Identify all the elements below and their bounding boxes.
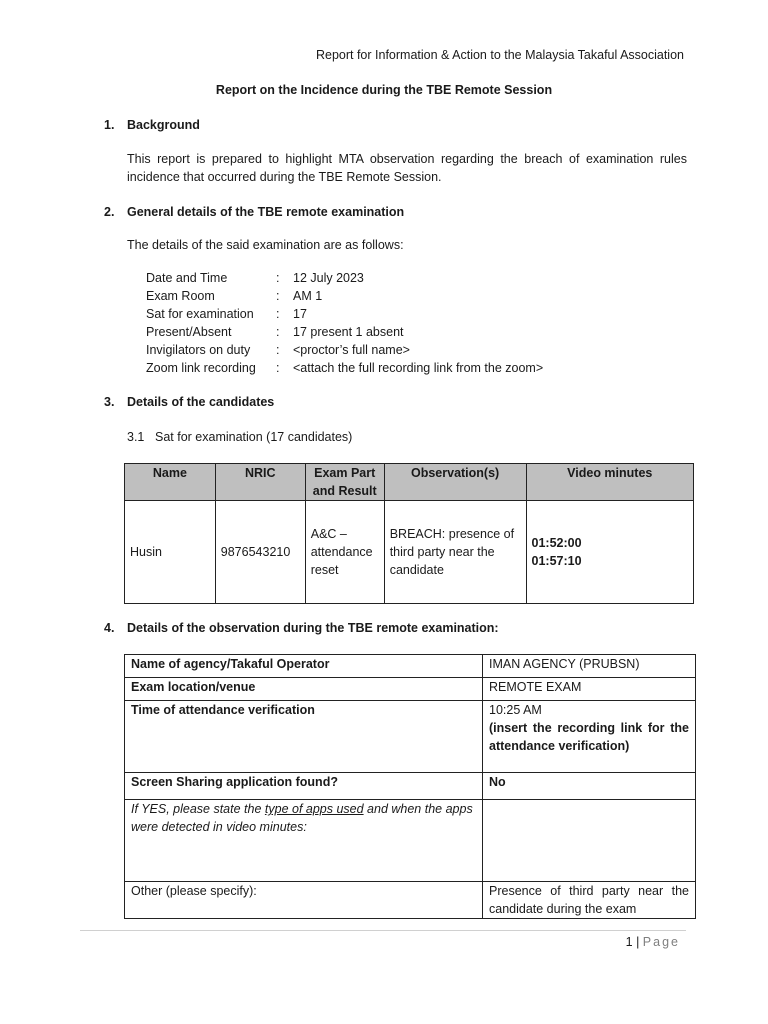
column-header-name: Name	[125, 464, 216, 501]
candidate-nric: 9876543210	[215, 501, 305, 604]
detail-label: Sat for examination	[146, 307, 254, 321]
section-number: 4.	[104, 621, 115, 635]
detail-separator: :	[276, 343, 280, 357]
detail-separator: :	[276, 307, 280, 321]
section-3-heading	[104, 393, 274, 411]
detail-separator: :	[276, 361, 280, 375]
time-value: 10:25 AM	[489, 703, 542, 717]
if-yes-text-underlined: type of apps used	[264, 802, 364, 816]
page-footer	[626, 933, 680, 951]
report-title: Report on the Incidence during the TBE Remote Session	[215, 83, 553, 97]
detail-separator: :	[276, 289, 280, 303]
detail-label: Exam Room	[146, 289, 215, 303]
screen-sharing-value: No	[483, 773, 696, 800]
detail-value: 17 present 1 absent	[293, 325, 404, 339]
detail-value: <proctor’s full name>	[293, 343, 410, 357]
if-yes-text-pre: If YES, please state the	[131, 802, 265, 816]
detail-row-sat	[146, 305, 543, 323]
detail-separator: :	[276, 325, 280, 339]
section-title: General details of the TBE remote examination	[127, 205, 405, 219]
table-row	[125, 501, 694, 604]
detail-value: 17	[293, 307, 307, 321]
column-header-nric: NRIC	[215, 464, 305, 501]
section-number: 2.	[104, 205, 115, 219]
section-title: Details of the observation during the TBE remote examination:	[127, 621, 499, 635]
footer-divider	[80, 930, 686, 931]
video-minute-1: 01:52:00	[531, 536, 582, 550]
page-header: Report for Information & Action to the Malaysia Takaful Association	[315, 48, 684, 62]
detail-value: <attach the full recording link from the zoom>	[293, 361, 544, 375]
section-4-heading	[104, 619, 499, 637]
section-1-heading	[104, 116, 200, 134]
section-2-heading	[104, 203, 404, 221]
detail-separator: :	[276, 271, 280, 285]
page-label: Page	[642, 935, 680, 949]
page-separator: |	[632, 935, 643, 949]
details-intro: The details of the said examination are as follows:	[127, 238, 404, 252]
detail-row-present	[146, 323, 543, 341]
table-row	[125, 678, 696, 701]
candidate-observation: BREACH: presence of third party near the candidate	[384, 501, 526, 604]
agency-label: Name of agency/Takaful Operator	[125, 655, 483, 678]
time-note: (insert the recording link for the attendance verification)	[489, 721, 689, 753]
subsection-title: Sat for examination (17 candidates)	[155, 430, 353, 444]
table-row	[125, 655, 696, 678]
if-yes-text-post: and when the apps were detected in video minutes:	[131, 802, 473, 834]
detail-label: Present/Absent	[146, 325, 232, 339]
screen-sharing-label: Screen Sharing application found?	[125, 773, 483, 800]
background-paragraph: This report is prepared to highlight MTA observation regarding the breach of examination rules incidence that occurred during the TBE Remote Session.	[127, 152, 687, 184]
candidate-name: Husin	[125, 501, 216, 604]
subsection-number: 3.1	[127, 430, 145, 444]
section-number: 3.	[104, 395, 115, 409]
section-title: Background	[127, 118, 200, 132]
detail-label: Invigilators on duty	[146, 343, 251, 357]
detail-label: Zoom link recording	[146, 361, 256, 375]
page-number: 1	[625, 935, 633, 949]
agency-value: IMAN AGENCY (PRUBSN)	[483, 655, 696, 678]
other-label: Other (please specify):	[125, 882, 483, 919]
detail-value: AM 1	[293, 289, 323, 303]
candidate-exam-result: A&C – attendance reset	[305, 501, 384, 604]
location-label: Exam location/venue	[125, 678, 483, 701]
if-yes-label	[125, 800, 483, 882]
section-title: Details of the candidates	[127, 395, 275, 409]
location-value: REMOTE EXAM	[483, 678, 696, 701]
exam-details-list	[146, 269, 543, 377]
time-label: Time of attendance verification	[125, 701, 483, 773]
column-header-observations: Observation(s)	[384, 464, 526, 501]
section-number: 1.	[104, 118, 115, 132]
other-value: Presence of third party near the candidate during the exam	[483, 882, 696, 919]
detail-row-zoom	[146, 359, 543, 377]
video-minute-2: 01:57:10	[531, 554, 582, 568]
detail-row-invigilators	[146, 341, 543, 359]
subsection-3-1	[127, 428, 352, 446]
time-cell	[483, 701, 696, 773]
detail-label: Date and Time	[146, 271, 228, 285]
table-row	[125, 701, 696, 773]
candidates-table	[124, 463, 694, 604]
table-row	[125, 800, 696, 882]
column-header-video-minutes: Video minutes	[526, 464, 694, 501]
table-row	[125, 773, 696, 800]
detail-row-date	[146, 269, 543, 287]
detail-row-room	[146, 287, 543, 305]
observation-table	[124, 654, 696, 919]
detail-value: 12 July 2023	[293, 271, 364, 285]
table-header-row	[125, 464, 694, 501]
candidate-video-minutes	[526, 501, 694, 604]
table-row	[125, 882, 696, 919]
if-yes-value	[483, 800, 696, 882]
column-header-exam-part: Exam Part and Result	[305, 464, 384, 501]
